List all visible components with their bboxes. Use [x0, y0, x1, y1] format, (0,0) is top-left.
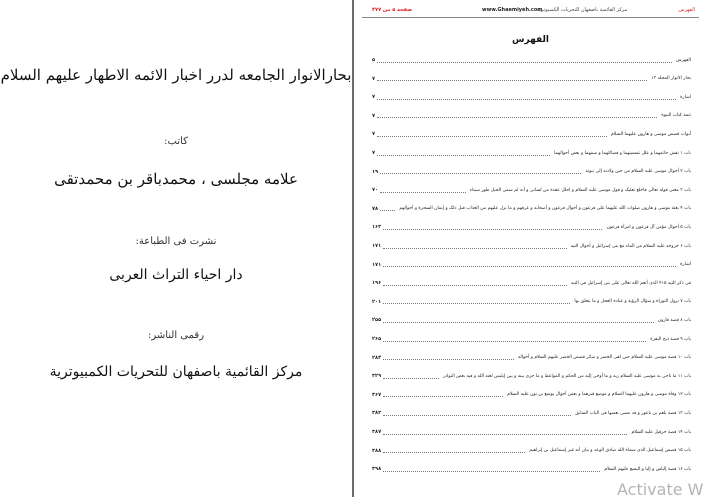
toc-entry-page: ۷۸ — [372, 205, 379, 212]
author-label: کاتب: — [164, 136, 188, 147]
toc-entry[interactable] — [372, 278, 691, 288]
toc-entry-page: ۲۵۵ — [372, 317, 382, 324]
toc-entry-page: ۳۸۳ — [372, 410, 382, 417]
toc-entry-page: ۳۸۷ — [372, 429, 382, 435]
toc-dot-leader — [383, 262, 676, 267]
toc-dot-leader — [380, 206, 395, 211]
toc-entry-page: ۲۰۱ — [372, 298, 382, 305]
toc-entry[interactable] — [372, 92, 691, 102]
toc-entry[interactable] — [372, 55, 691, 65]
toc-entry-page: ۲۸۴ — [372, 354, 382, 361]
page-header — [362, 5, 699, 18]
toc-entry[interactable] — [372, 315, 691, 325]
toc-entry-page: ۲۶۵ — [372, 336, 382, 342]
toc-entry-title: باب ۲ أحوال موسی علیه السلام من حین ولادته إلی نبوته — [585, 169, 691, 175]
toc-entry[interactable] — [372, 297, 691, 307]
toc-dot-leader — [383, 374, 439, 379]
toc-entry[interactable] — [372, 334, 691, 344]
author-name: علامه مجلسی ، محمدباقر بن محمدتقی — [54, 170, 298, 188]
toc-entry-title: باب ۴ بعثة موسی و هارون صلوات الله علیهما علی فرعون و أحوال فرعون و أصحابه و غرقهم و ما نزل علیهم من العذاب قبل ذلک و إیمان السحرة و أحوالهم — [399, 206, 691, 212]
toc-dot-leader — [383, 281, 567, 286]
toc-dot-leader — [383, 448, 525, 453]
toc-entry-page: ۱۷۱ — [372, 243, 382, 249]
toc-entry-title: فی ذکر التیه ۴۱۵ الذی أنعم الله تعالی علی بنی إسرائیل فی التیه — [570, 280, 691, 286]
toc-dot-leader — [377, 151, 550, 156]
toc-dot-leader — [383, 225, 602, 230]
toc-entry-title: باب ۷ نزول التوراة و سؤال الرؤیة و عبادة العجل و ما یتعلق بها — [574, 299, 691, 305]
toc-entry[interactable] — [372, 241, 691, 251]
toc-entry-title: باب ۱۲ وفاة موسی و هارون علیهما السلام و موضع قبرهما و بعض أحوال یوشع بن نون علیه السلام — [507, 392, 691, 398]
toc-entry-page: ۷ — [372, 150, 376, 156]
toc-entry-title: اشارة — [680, 94, 691, 100]
toc-entry[interactable] — [372, 74, 691, 84]
toc-entry-title: باب ۱۶ قصة إلیاس و إلیا و الیسع علیهم السلام — [604, 466, 691, 472]
toc-entry-title: باب ۹ قصة ذبح البقرة — [650, 336, 691, 342]
toc-dot-leader — [377, 113, 657, 118]
toc-entry-page: ۳۸۸ — [372, 447, 382, 454]
toc-entry-title: باب ۱ نقش خاتمهما و علل تسمیتهما و فضائلهما و سننهما و بعض أحوالهما — [554, 150, 691, 156]
toc-entry-title: أبواب قصص موسی و هارون علیهما السلام — [611, 131, 691, 137]
toc-entry[interactable] — [372, 464, 691, 474]
toc-entry[interactable] — [372, 260, 691, 270]
activate-windows-watermark: Activate W — [617, 480, 704, 499]
toc-entry-title: تتمة کتاب النبوة — [661, 113, 691, 119]
toc-entry-page: ۳۹۸ — [372, 466, 382, 473]
toc-entry-title: باب ۶ خروجه علیه السلام من الماء مع بنی إسرائیل و أحوال التیه — [570, 243, 691, 249]
publisher-name: دار احیاء التراث العربی — [109, 267, 243, 283]
toc-dot-leader — [377, 132, 607, 137]
toc-entry[interactable] — [372, 353, 691, 363]
toc-dot-leader — [383, 355, 514, 360]
toc-dot-leader — [377, 95, 676, 100]
toc-entry-title: باب ۵ أحوال مؤمن آل فرعون و امرأة فرعون — [606, 224, 691, 230]
index-page — [354, 0, 707, 497]
toc-entry-title: باب ۱۱ ما ناجی به موسی علیه السلام ربه و ما أوحی إلیه من الحکم و المواعظ و ما جری بینه و بین إبلیس لعنه الله و فیه بعض النوادر — [442, 373, 691, 379]
toc-dot-leader — [383, 430, 627, 435]
toc-entry-page: ۱۷۱ — [372, 261, 382, 268]
toc-entry-title: باب ۸ قصة قارون — [657, 317, 691, 323]
toc-dot-leader — [380, 188, 466, 193]
toc-entry-page: ۱۹۶ — [372, 280, 382, 287]
toc-entry[interactable] — [372, 111, 691, 121]
toc-entry-title: باب ۱۰ قصة موسی علیه السلام حین لقی الخضر و سائر قصص الخضر علیهم السلام و أحواله — [517, 355, 691, 361]
toc-entry[interactable] — [372, 167, 691, 177]
toc-entry-title: باب ۱۴ قصة حزقیل علیه السلام — [631, 429, 691, 435]
toc-entry-page: ۷ — [372, 131, 376, 138]
toc-entry[interactable] — [372, 129, 691, 139]
toc-entry-page: ۳۲۹ — [372, 373, 382, 380]
toc-entry-title: الفهرس — [676, 57, 691, 63]
toc-entry-page: ۵ — [372, 57, 376, 63]
toc-dot-leader — [383, 411, 571, 416]
toc-entry-title: اشارة — [680, 262, 691, 268]
toc-dot-leader — [383, 467, 600, 472]
toc-entry[interactable] — [372, 390, 691, 400]
header-website[interactable]: www.Ghaemiyeh.com — [482, 7, 543, 13]
toc-entry-page: ۷ — [372, 112, 376, 119]
book-cover-page — [0, 0, 352, 497]
digitizer-label: رقمی الناشر: — [147, 330, 205, 341]
toc-dot-leader — [377, 58, 672, 63]
index-heading: الفهرس — [512, 35, 549, 45]
toc-dot-leader — [383, 244, 566, 249]
toc-entry[interactable] — [372, 427, 691, 437]
toc-entry-page: ۱۶۳ — [372, 224, 382, 231]
toc-entry-title: باب ۳ معنی قوله تعالی فاخلع نعلیک و قول موسی علیه السلام و احلل عقدة من لسانی و أنه لم سمی الجبل طور سیناء — [469, 187, 691, 193]
header-center-name: مرکز القائمیة باصفهان للتحریات الکمبیوتریة — [537, 7, 628, 13]
publisher-label: نشرت فی الطباعة: — [135, 236, 217, 247]
toc-entry-page: ۷ — [372, 75, 376, 82]
header-section-title: الفهرس — [678, 7, 695, 13]
toc-entry-title: باب ۱۵ قصص إسماعیل الذی سماه الله صادق الوعد و بیان أنه غیر إسماعیل بن إبراهیم — [529, 448, 691, 454]
toc-dot-leader — [377, 76, 647, 81]
toc-entry-page: ۳۶۷ — [372, 391, 382, 398]
toc-dot-leader — [383, 337, 646, 342]
toc-entry[interactable] — [372, 148, 691, 158]
toc-entry-page: ۷ — [372, 94, 376, 101]
toc-dot-leader — [383, 299, 570, 304]
toc-dot-leader — [380, 169, 581, 174]
header-page-count: صفحة ۵ من ۴۷۷ — [372, 7, 413, 13]
book-title: بحارالانوار الجامعه لدرر اخبار الائمه الاطهار علیهم السلام — [0, 66, 352, 84]
toc-entry[interactable] — [372, 446, 691, 456]
toc-entry[interactable] — [372, 204, 691, 214]
digitizer-name: مرکز القائمیة باصفهان للتحریات الکمبیوتریة — [49, 364, 303, 380]
toc-entry[interactable] — [372, 371, 691, 381]
toc-entry[interactable] — [372, 185, 691, 195]
toc-entry-page: ۱۹ — [372, 168, 379, 175]
toc-entry-title: باب ۱۳ قصة بلعم بن باعور و قد مضی بعضها فی الباب السابق — [575, 410, 691, 416]
toc-dot-leader — [383, 392, 503, 397]
toc-entry[interactable] — [372, 408, 691, 418]
toc-entry[interactable] — [372, 222, 691, 232]
toc-dot-leader — [383, 318, 654, 323]
toc-entry-page: ۷۰ — [372, 187, 379, 194]
toc-entry-title: بحار الانوار المجلد ۱۳ — [651, 76, 691, 82]
